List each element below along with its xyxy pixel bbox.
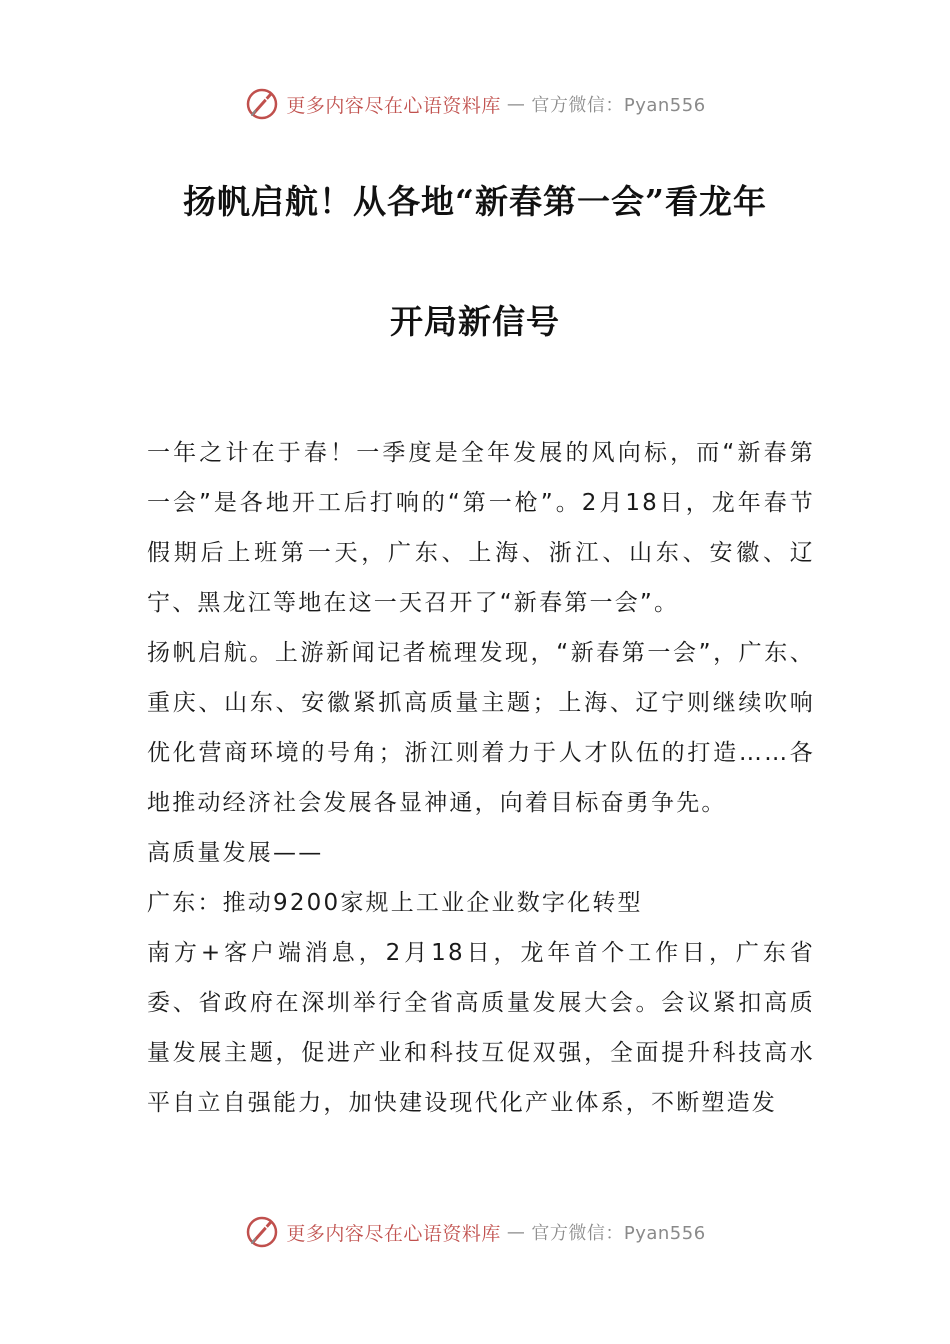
pen-logo-icon [244, 1214, 280, 1250]
watermark-header [0, 82, 950, 126]
watermark-main-text: 更多内容尽在心语资料库 [286, 94, 501, 117]
watermark-footer [0, 1210, 950, 1254]
subsection-heading-guangdong: 广东：推动9200家规上工业企业数字化转型 [147, 890, 643, 916]
document-title-line-1: 扬帆启航！从各地“新春第一会”看龙年 [183, 182, 767, 221]
watermark-dash: — [506, 93, 526, 115]
paragraph-intro: 一年之计在于春！一季度是全年发展的风向标，而“新春第一会”是各地开工后打响的“第一枪”。2月18日，龙年春节假期后上班第一天，广东、上海、浙江、山东、安徽、辽宁、黑龙江等地在这一天召开了“新春第一会”。 [147, 440, 815, 616]
watermark-sub-text: 官方微信：Pyan556 [531, 95, 706, 116]
watermark-main-text: 更多内容尽在心语资料库 [286, 1222, 501, 1245]
document-body [147, 428, 815, 1128]
watermark-sub-text: 官方微信：Pyan556 [531, 1223, 706, 1244]
paragraph-overview: 扬帆启航。上游新闻记者梳理发现，“新春第一会”，广东、重庆、山东、安徽紧抓高质量主题；上海、辽宁则继续吹响优化营商环境的号角；浙江则着力于人才队伍的打造……各地推动经济社会发展各显神通，向着目标奋勇争先。 [147, 640, 815, 816]
watermark-dash: — [506, 1221, 526, 1243]
paragraph-guangdong: 南方+客户端消息，2月18日，龙年首个工作日，广东省委、省政府在深圳举行全省高质量发展大会。会议紧扣高质量发展主题，促进产业和科技互促双强，全面提升科技高水平自立自强能力，加快建设现代化产业体系，不断塑造发 [147, 940, 815, 1116]
document-title-line-2: 开局新信号 [390, 302, 560, 341]
section-heading: 高质量发展—— [147, 840, 324, 866]
pen-logo-icon [244, 86, 280, 122]
